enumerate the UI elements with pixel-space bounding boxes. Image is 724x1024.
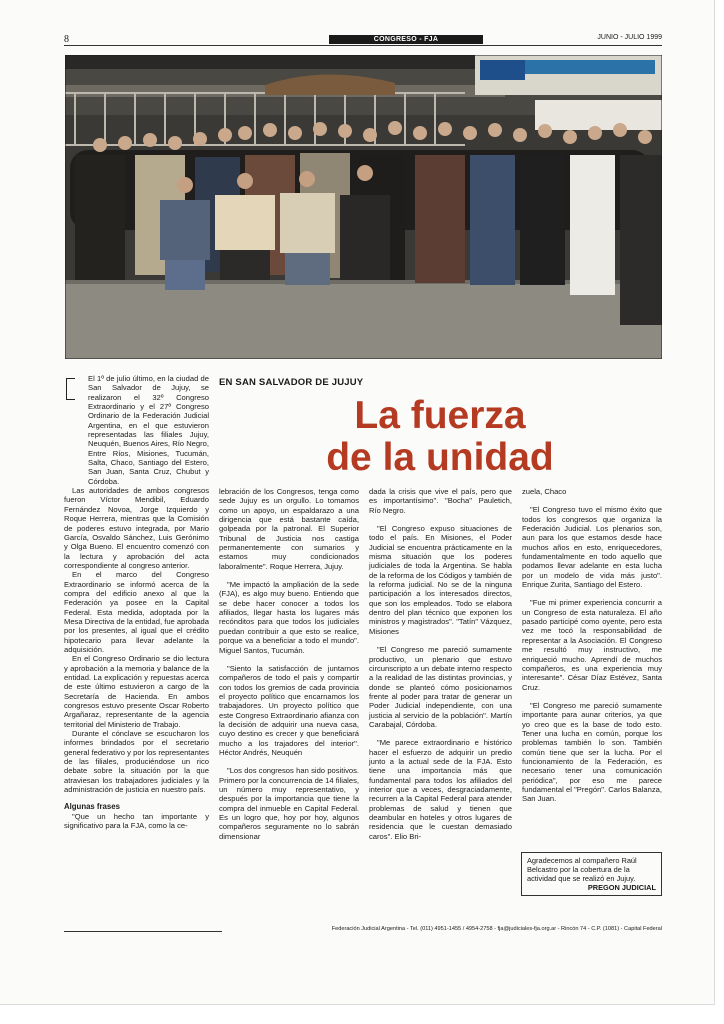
subheading: Algunas frases [64,802,120,812]
paragraph: Las autoridades de ambos congresos fueron Víctor Mendibil, Eduardo Fernández Novoa, Jorge Izquierdo y Roque Herrera, mientras que la Comisión de poderes estuvo integrada, por Mario García, Osvaldo Sánchez, Luis Gerónimo y Olga Bueno. El encuentro comenzó con la lectura y aprobación del acta correspondiente al congreso anterior. [64,486,209,570]
article-column-4 [522,487,662,804]
paragraph: "El Congreso expuso situaciones de todo el país. En Misiones, el Poder Judicial se encuentra prácticamente en la misma situación que los poderes judiciales de toda la Argentina. Se habla de la reforma de los Códigos y también de la reforma judicial. No se de la ninguna participación a los interesados directos, que son los empleados. Todo se elabora dentro del plan técnico que exponen los ministros y magistrados". "Tatín" Vázquez, Misiones [369,524,512,636]
paragraph: "El Congreso me pareció sumamente productivo, un plenario que estuvo circunscripto a un debate interno respecto a la realidad de las distintas provincias, y donde se planteó cómo posicionarnos frente al poder para tratar de generar un Poder Judicial independiente, con una justicia al servicio de la población". Martín Carabajal, Córdoba. [369,645,512,729]
paragraph: Durante el cónclave se escucharon los informes brindados por el secretario general federativo y por los representantes de las filiales, produciéndose un rico debate sobre la situación por la que atraviesan los trabajadores judiciales y la administración de justicia en nuestro país. [64,729,209,795]
acknowledgement-signature: PREGON JUDICIAL [587,883,656,892]
paragraph: "Me parece extraordinario e histórico hacer el esfuerzo de adquirir un predio junto a la actual sede de la FJA. Esto tiene una importancia más que fundamental para todos los afiliados del interior que a veces, desgraciadamente, recurren a la Capital Federal para atender problemas de salud y tienen que deambular en hoteles y otros lugares de residencia que le cuestan demasiado caros". Elio Bri- [369,738,512,841]
article-kicker: EN SAN SALVADOR DE JUJUY [219,377,364,388]
page-number: 8 [64,34,69,45]
acknowledgement-box [521,852,662,896]
headline-line-2: de la unidad [326,436,554,479]
group-photo-illustration [65,55,662,359]
issue-date: JUNIO - JULIO 1999 [597,34,662,41]
header-rule [64,45,662,46]
paragraph: "El Congreso tuvo el mismo éxito que todos los congresos que organiza la Federación Judicial. Los plenarios son, aun para los que estamos desde hace muchos años en esto, enriquecedores, fundamentalmente en todo aquello que podamos llevar adelante en esta lucha por un modelo de vida más justo". Enrique Zurita, Santiago del Estero. [522,505,662,590]
paragraph: "Siento la satisfacción de juntarnos compañeros de todo el país y compartir con todos los gremios de cada provincia el proyecto político que encarnamos los trabajadores. Un proyecto político que este Congreso Extraordinario afianza con la decisión de adquirir una nueva casa, cuyo destino es crecer y que beneficiará mucho a los trajadores del interior". Héctor Andrés, Neuquén [219,663,359,757]
paragraph: "Que un hecho tan importante y significativo para la FJA, como la ce- [64,811,209,831]
paragraph: "Los dos congresos han sido positivos. Primero por la concurrencia de 14 filiales, un número muy representativo, y después por la importancia que tiene la compra del inmueble en Capital Federal. Es un logro que, hoy por hoy, algunos compañeros seguramente no lo sabrán dimensionar [219,766,359,841]
paragraph: En el Congreso Ordinario se dio lectura y aprobación a la memoria y balance de la entidad. La explicación y repuestas acerca de este último estuvieron a cargo de la Secretaría de Hacienda. En ambos congresos estuvo presente Oscar Roberto Argañaraz, representante de la agencia territorial del Ministerio de Trabajo. [64,654,209,729]
footer-contact: Federación Judicial Argentina - Tel. (011) 4951-1455 / 4954-2758 - fja@judiciales-fja.org.ar - Rincón 74 - C.P. (1081) - Capital Federal [331,926,662,932]
paragraph: "Me impactó la ampliación de la sede (FJA), es algo muy bueno. Entiendo que se debe hacer conocer a todos los afiliados, llegar hasta los lugares más recónditos para que todos los judiciales puedan contribuir a que esto se realice, porque va a beneficiar a todo el mundo". Miguel Santos, Tucumán. [219,580,359,655]
article-column-2 [219,487,359,841]
article-column-3 [369,487,512,841]
group-photo [65,55,662,359]
article-column-1 [64,374,209,831]
footer-rule [64,931,222,932]
paragraph: zuela, Chaco [522,487,567,496]
section-tag: CONGRESO - FJA [329,35,483,44]
paragraph: dada la crisis que vive el país, pero que es importantísimo". "Bocha" Pauletich, Río Negro. [369,487,512,515]
paragraph: "El Congreso me pareció sumamente importante para aunar criterios, ya que yo creo que es la base de todo esto. Tener una lucha en común, porque los problemas también lo son. También común tiene que ser la lucha. Por el funcionamiento de la Federación, es necesario tener una comunicación periódica", por eso me parece fundamental el "Pregón". Carlos Balanza, San Juan. [522,700,662,804]
article-headline [290,395,590,479]
acknowledgement-text: Agradecemos al compañero Raúl Belcastro por la cobertura de la actividad que se realizó en Jujuy. [527,856,637,883]
paragraph: En el marco del Congreso Extraordinario se informó acerca de la compra del edificio anexo al que la Federación ya posee en la Capital Federal. Esta medida, adoptada por la Mesa Directiva de la entidad, fue aprobada por los presentes, al igual que el crédito hipotecario para llevar adelante la adquisición. [64,570,209,654]
headline-line-1: La fuerza [354,394,526,437]
paragraph: lebración de los Congresos, tenga como sede Jujuy es un orgullo. Lo tomamos como un apoyo, un espaldarazo a una dirigencia que está bastante caída, golpeada por la patronal. El Superior Tribunal de Justicia nos castiga permanentemente con sumarios y estamos muy condicionados laboralmente". Roque Herrera, Jujuy. [219,487,359,571]
paragraph: El 1º de julio último, en la ciudad de San Salvador de Jujuy, se realizaron el 32º Congreso Extraordinario y el 27º Congreso Ordinario de la Federación Judicial Argentina, en el que estuvieron representadas las filiales Jujuy, Neuquén, Buenos Aires, Río Negro, Entre Ríos, Misiones, Tucumán, Salta, Chaco, Santiago del Estero, San Juan, Santa Cruz, Chubut y Córdoba. [88,374,209,486]
paragraph: "Fue mi primer experiencia concurrir a un Congreso de esta naturaleza. El año pasado participé como oyente, pero esta vez me tocó la responsabilidad de representar a la Asociación. El Congreso me resultó muy instructivo, me enriqueció mucho. Aprendí de muchos compañeros, es una experiencia muy interesante". César Díaz Estévez, Santa Cruz. [522,598,662,692]
